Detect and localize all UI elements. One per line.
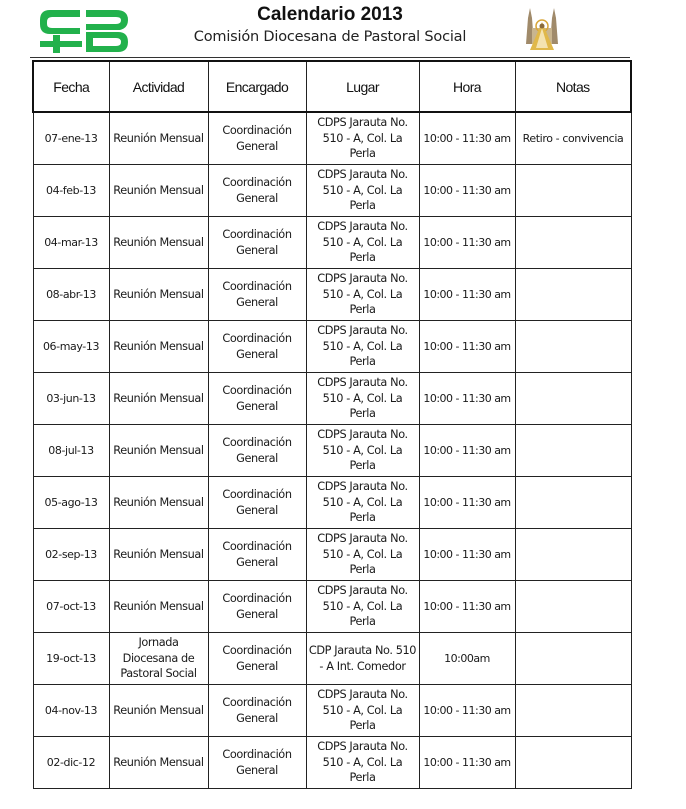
cell-notas [515,737,631,789]
cell-actividad: Reunión Mensual [109,217,208,269]
cell-notas [515,321,631,373]
cell-actividad: Reunión Mensual [109,269,208,321]
table-row [33,112,631,165]
cell-fecha: 02-dic-12 [33,737,109,789]
column-header-notas: Notas [515,61,631,112]
cell-hora: 10:00 - 11:30 am [419,112,515,165]
cell-encargado: Coordinación General [208,477,306,529]
cell-encargado: Coordinación General [208,269,306,321]
cell-notas [515,581,631,633]
page-title: Calendario 2013 [257,4,403,25]
cps-logo-icon [38,8,130,54]
cell-actividad: Reunión Mensual [109,321,208,373]
table-row [33,737,631,789]
cell-notas [515,425,631,477]
cell-notas [515,165,631,217]
cell-fecha: 04-mar-13 [33,217,109,269]
cell-encargado: Coordinación General [208,529,306,581]
table-header-row [33,61,631,112]
cell-fecha: 07-oct-13 [33,581,109,633]
cell-encargado: Coordinación General [208,217,306,269]
table-row [33,217,631,269]
cell-lugar: CDPS Jarauta No. 510 - A, Col. La Perla [306,529,419,581]
cell-actividad: Reunión Mensual [109,477,208,529]
table-row [33,165,631,217]
calendar-table [32,60,632,789]
cell-notas [515,373,631,425]
cell-fecha: 08-abr-13 [33,269,109,321]
cell-encargado: Coordinación General [208,737,306,789]
table-row [33,425,631,477]
cell-hora: 10:00 - 11:30 am [419,685,515,737]
cell-actividad: Reunión Mensual [109,737,208,789]
table-row [33,685,631,737]
cell-notas [515,529,631,581]
cell-encargado: Coordinación General [208,685,306,737]
cell-hora: 10:00 - 11:30 am [419,269,515,321]
cell-actividad: Reunión Mensual [109,685,208,737]
cell-lugar: CDPS Jarauta No. 510 - A, Col. La Perla [306,477,419,529]
cell-lugar: CDPS Jarauta No. 510 - A, Col. La Perla [306,321,419,373]
column-header-hora: Hora [419,61,515,112]
table-row [33,529,631,581]
cell-fecha: 04-feb-13 [33,165,109,217]
cell-lugar: CDPS Jarauta No. 510 - A, Col. La Perla [306,217,419,269]
cell-hora: 10:00 - 11:30 am [419,373,515,425]
cell-actividad: Reunión Mensual [109,112,208,165]
cell-fecha: 08-jul-13 [33,425,109,477]
column-header-lugar: Lugar [306,61,419,112]
cell-notas [515,633,631,685]
cell-encargado: Coordinación General [208,112,306,165]
cell-encargado: Coordinación General [208,321,306,373]
cell-encargado: Coordinación General [208,581,306,633]
cell-fecha: 02-sep-13 [33,529,109,581]
cell-actividad: Reunión Mensual [109,165,208,217]
cell-lugar: CDP Jarauta No. 510 - A Int. Comedor [306,633,419,685]
cell-notas [515,685,631,737]
cell-fecha: 07-ene-13 [33,112,109,165]
cell-hora: 10:00 - 11:30 am [419,581,515,633]
cell-actividad: Reunión Mensual [109,581,208,633]
cell-lugar: CDPS Jarauta No. 510 - A, Col. La Perla [306,269,419,321]
cell-hora: 10:00 - 11:30 am [419,529,515,581]
cell-encargado: Coordinación General [208,425,306,477]
cell-fecha: 06-may-13 [33,321,109,373]
cell-encargado: Coordinación General [208,165,306,217]
table-row [33,633,631,685]
cell-notas: Retiro - convivencia [515,112,631,165]
cell-hora: 10:00 - 11:30 am [419,737,515,789]
table-row [33,321,631,373]
cathedral-virgin-icon [518,4,566,54]
cell-hora: 10:00 - 11:30 am [419,321,515,373]
column-header-fecha: Fecha [33,61,109,112]
cell-lugar: CDPS Jarauta No. 510 - A, Col. La Perla [306,373,419,425]
cell-lugar: CDPS Jarauta No. 510 - A, Col. La Perla [306,685,419,737]
cell-lugar: CDPS Jarauta No. 510 - A, Col. La Perla [306,112,419,165]
table-row [33,581,631,633]
cell-encargado: Coordinación General [208,633,306,685]
cell-encargado: Coordinación General [208,373,306,425]
cell-actividad: Reunión Mensual [109,425,208,477]
cell-lugar: CDPS Jarauta No. 510 - A, Col. La Perla [306,165,419,217]
cell-actividad: Reunión Mensual [109,373,208,425]
cell-lugar: CDPS Jarauta No. 510 - A, Col. La Perla [306,425,419,477]
cell-actividad: Reunión Mensual [109,529,208,581]
column-header-actividad: Actividad [109,61,208,112]
cell-hora: 10:00am [419,633,515,685]
cell-hora: 10:00 - 11:30 am [419,425,515,477]
cell-fecha: 05-ago-13 [33,477,109,529]
cell-hora: 10:00 - 11:30 am [419,477,515,529]
header-divider [30,57,630,58]
cell-fecha: 03-jun-13 [33,373,109,425]
cell-lugar: CDPS Jarauta No. 510 - A, Col. La Perla [306,581,419,633]
cell-fecha: 04-nov-13 [33,685,109,737]
document-header [0,0,686,60]
table-row [33,373,631,425]
cell-hora: 10:00 - 11:30 am [419,217,515,269]
table-body [33,112,631,789]
cell-notas [515,477,631,529]
cell-notas [515,269,631,321]
page-subtitle: Comisión Diocesana de Pastoral Social [193,29,467,45]
cell-notas [515,217,631,269]
cell-fecha: 19-oct-13 [33,633,109,685]
column-header-encargado: Encargado [208,61,306,112]
cell-hora: 10:00 - 11:30 am [419,165,515,217]
table-row [33,269,631,321]
cell-lugar: CDPS Jarauta No. 510 - A, Col. La Perla [306,737,419,789]
table-row [33,477,631,529]
cell-actividad: Jornada Diocesana de Pastoral Social [109,633,208,685]
